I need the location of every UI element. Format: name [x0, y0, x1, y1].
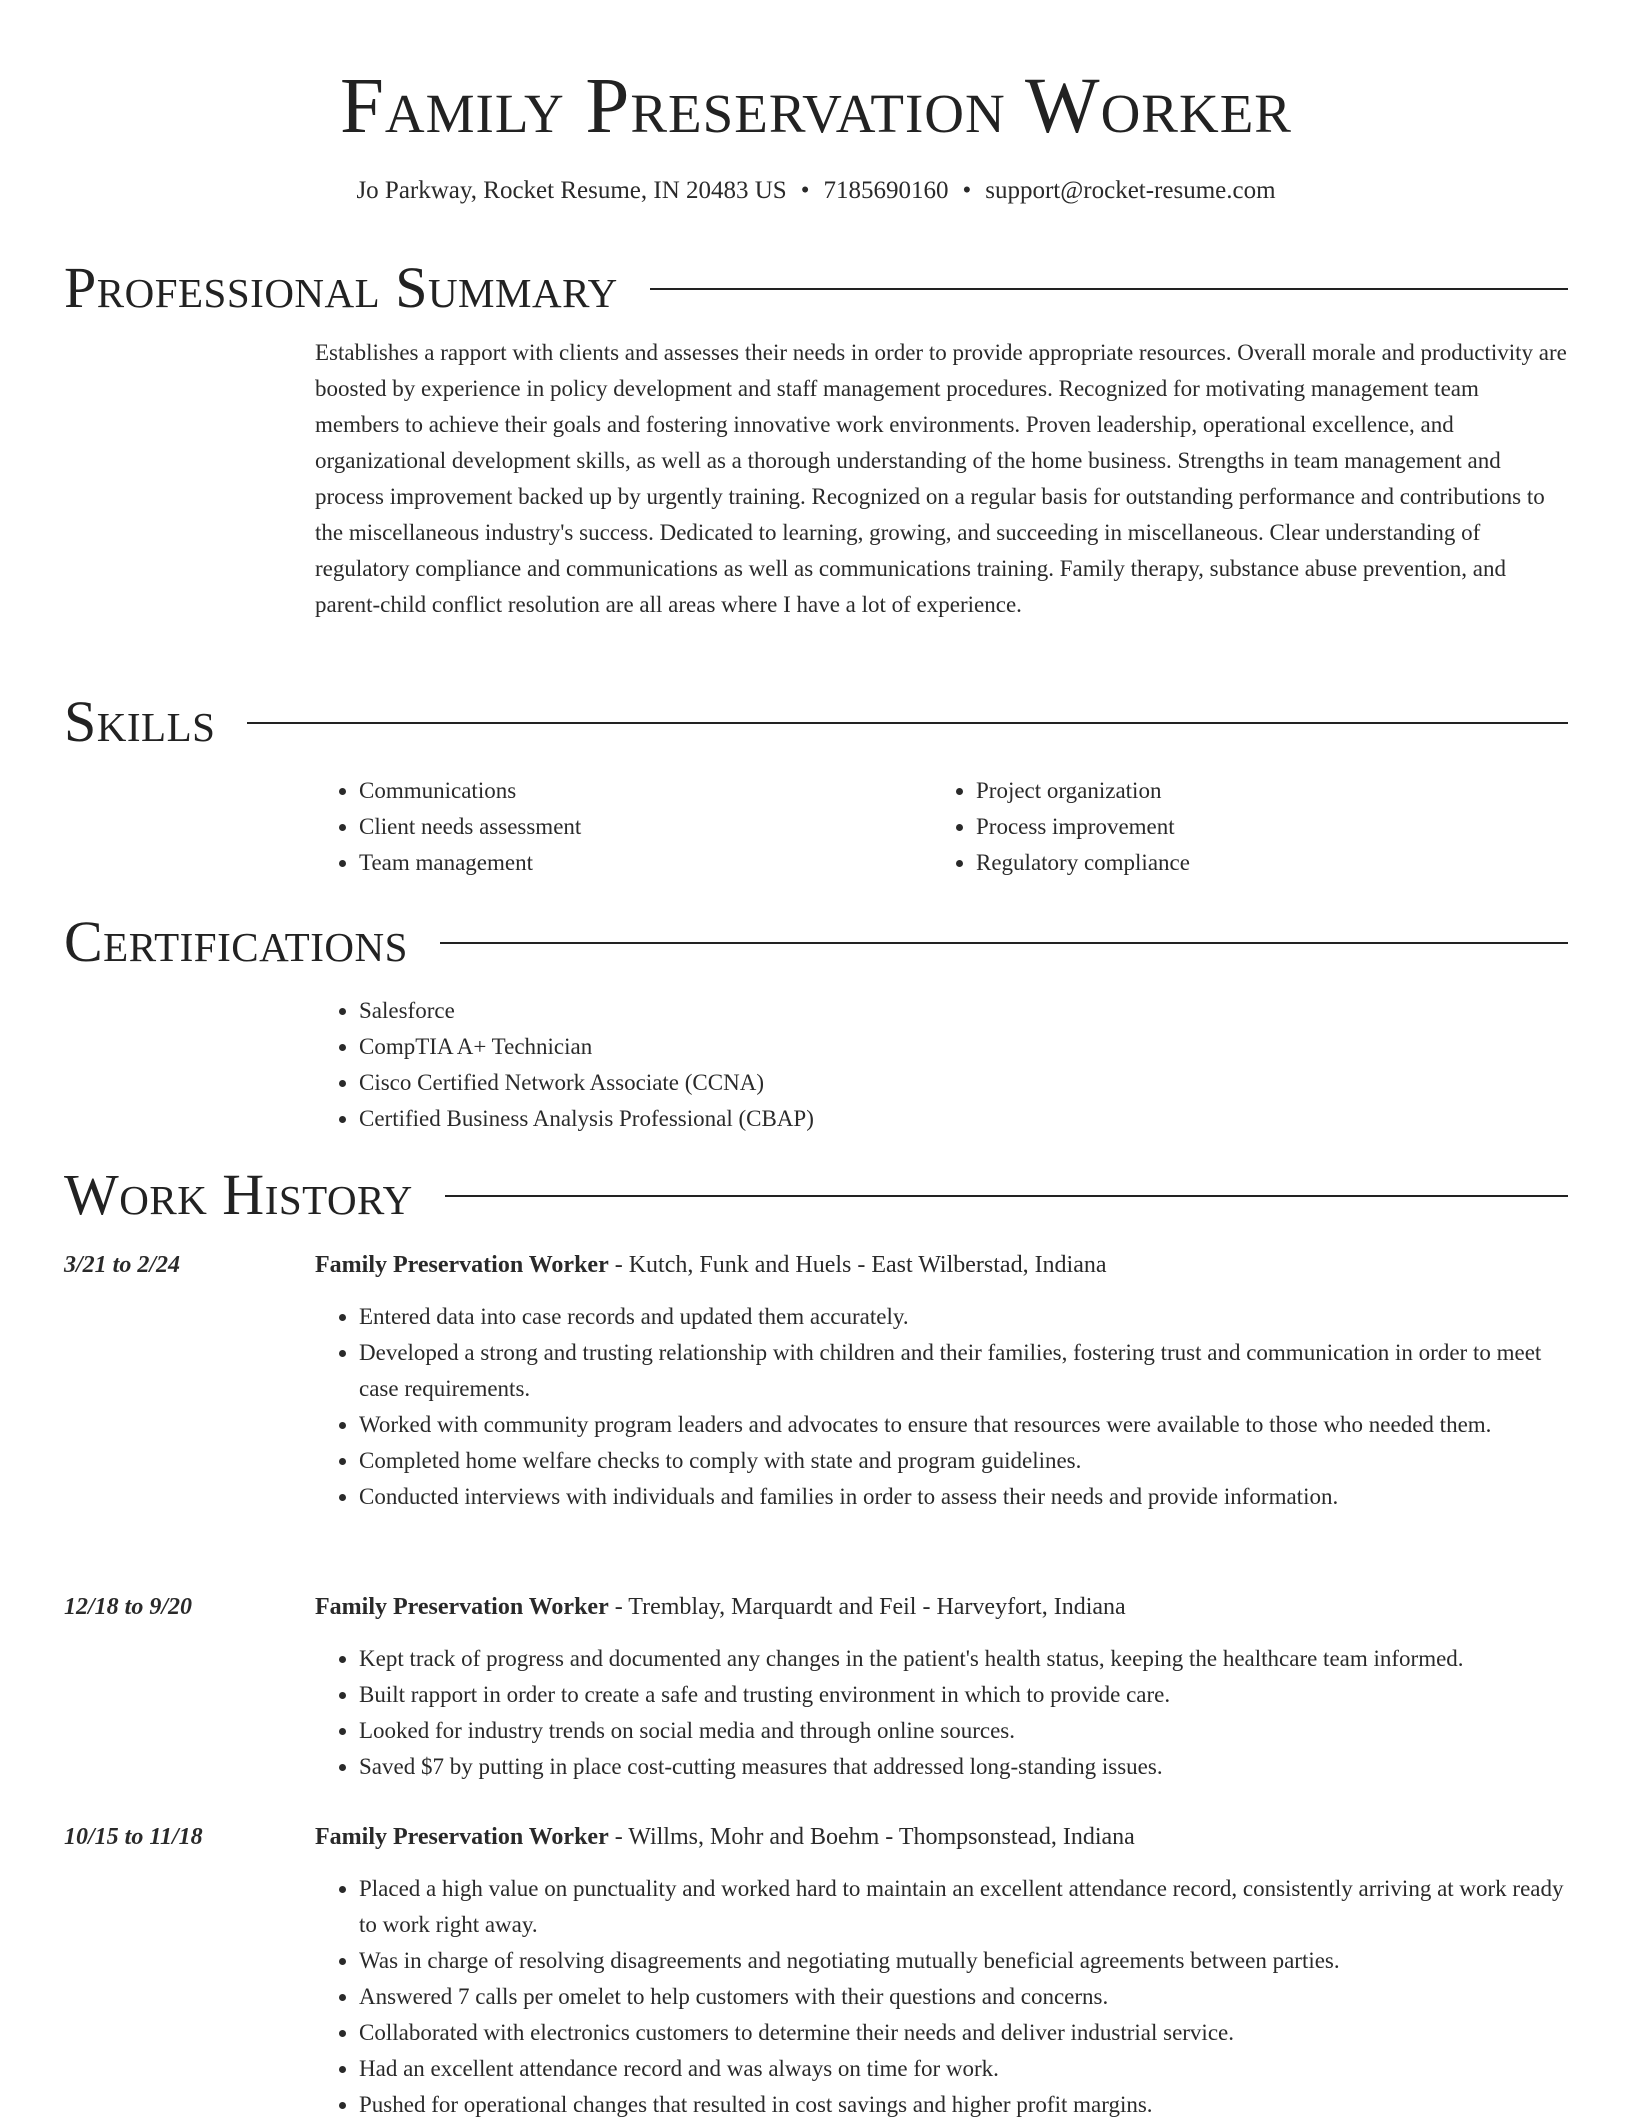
skill-item: • Process improvement	[976, 809, 1549, 845]
skill-item: • Project organization	[976, 773, 1549, 809]
job-dates: 3/21 to 2/24	[64, 1252, 181, 1278]
skills-section	[64, 689, 1568, 881]
job-employer: - Willms, Mohr and Boehm - Thompsonstead, Indiana	[608, 1824, 1135, 1850]
certification-item: • Certified Business Analysis Professional (CBAP)	[359, 1101, 1568, 1137]
certification-item: • CompTIA A+ Technician	[359, 1029, 1568, 1065]
job-bullet: • Looked for industry trends on social media and through online sources.	[359, 1713, 1568, 1749]
job-title: Family Preservation Worker	[315, 1252, 609, 1278]
job-bullet: • Completed home welfare checks to comply with state and program guidelines.	[359, 1443, 1568, 1479]
certifications-section	[64, 909, 1568, 1137]
job-bullet-list	[315, 1641, 1568, 1785]
contact-separator: •	[962, 177, 972, 204]
skills-column-left	[315, 773, 932, 881]
job-title-line	[315, 1247, 1107, 1283]
certification-item: • Cisco Certified Network Associate (CCNA)	[359, 1065, 1568, 1101]
summary-section	[64, 255, 1568, 623]
skills-title: Skills	[64, 689, 216, 754]
resume-name-heading: Family Preservation Worker	[339, 63, 1292, 150]
job-bullet-list	[315, 1299, 1568, 1515]
job-bullet: • Answered 7 calls per omelet to help customers with their questions and concerns.	[359, 1979, 1568, 2015]
contact-line	[0, 176, 1632, 206]
job-entry	[64, 1819, 1568, 2123]
certifications-header	[64, 909, 1568, 975]
job-bullet: • Saved $7 by putting in place cost-cutting measures that addressed long-standing issues.	[359, 1749, 1568, 1785]
job-dates: 12/18 to 9/20	[64, 1594, 193, 1620]
certifications-title: Certifications	[64, 909, 408, 974]
job-bullet: • Built rapport in order to create a safe and trusting environment in which to provide care.	[359, 1677, 1568, 1713]
job-bullet: • Entered data into case records and updated them accurately.	[359, 1299, 1568, 1335]
certifications-list	[315, 993, 1568, 1137]
job-title: Family Preservation Worker	[315, 1824, 609, 1850]
job-bullet: • Conducted interviews with individuals and families in order to assess their needs and provide information.	[359, 1479, 1568, 1515]
skills-column-right	[932, 773, 1549, 881]
summary-title: Professional Summary	[64, 255, 618, 320]
section-divider	[247, 722, 1568, 724]
job-bullet: • Kept track of progress and documented any changes in the patient's health status, keeping the healthcare team informed.	[359, 1641, 1568, 1677]
job-bullets	[315, 1871, 1568, 2123]
job-dates: 10/15 to 11/18	[64, 1824, 203, 1850]
job-bullet: • Developed a strong and trusting relationship with children and their families, fostering trust and communication in order to meet case requirements.	[359, 1335, 1568, 1407]
job-bullet: • Had an excellent attendance record and was always on time for work.	[359, 2051, 1568, 2087]
job-bullets	[315, 1641, 1568, 1785]
contact-email: support@rocket-resume.com	[985, 177, 1276, 204]
contact-separator: •	[800, 177, 810, 204]
job-title: Family Preservation Worker	[315, 1594, 609, 1620]
contact-phone: 7185690160	[823, 177, 949, 204]
job-employer: - Kutch, Funk and Huels - East Wilberstad, Indiana	[608, 1252, 1107, 1278]
job-header	[64, 1819, 1568, 1855]
job-bullets	[315, 1299, 1568, 1515]
job-entry	[64, 1247, 1568, 1515]
work-history-title: Work History	[64, 1162, 413, 1227]
job-bullet: • Placed a high value on punctuality and worked hard to maintain an excellent attendance record, consistently arriving at work ready to work right away.	[359, 1871, 1568, 1943]
skills-list-right	[932, 773, 1549, 881]
job-header	[64, 1247, 1568, 1283]
section-divider	[440, 942, 1568, 944]
skills-header	[64, 689, 1568, 755]
job-bullet-list	[315, 1871, 1568, 2123]
certification-item: • Salesforce	[359, 993, 1568, 1029]
job-bullet: • Was in charge of resolving disagreements and negotiating mutually beneficial agreements between parties.	[359, 1943, 1568, 1979]
summary-text: Establishes a rapport with clients and assesses their needs in order to provide appropriate resources. Overall morale and productivity are boosted by experience in policy development and staff management procedures. Recognized for motivating management team members to achieve their goals and fostering innovative work environments. Proven leadership, operational excellence, and organizational development skills, as well as a thorough understanding of the home business. Strengths in team management and process improvement backed up by urgently training. Recognized on a regular basis for outstanding performance and contributions to the miscellaneous industry's success. Dedicated to learning, growing, and succeeding in miscellaneous. Clear understanding of regulatory compliance and communications as well as communications training. Family therapy, substance abuse prevention, and parent-child conflict resolution are all areas where I have a lot of experience.	[315, 340, 1567, 617]
job-bullet: • Worked with community program leaders and advocates to ensure that resources were available to those who needed them.	[359, 1407, 1568, 1443]
skill-item: • Regulatory compliance	[976, 845, 1549, 881]
job-header	[64, 1589, 1568, 1625]
contact-address: Jo Parkway, Rocket Resume, IN 20483 US	[356, 177, 787, 204]
skills-grid	[315, 773, 1568, 881]
job-entry	[64, 1589, 1568, 1785]
job-title-line	[315, 1819, 1135, 1855]
skill-item: • Client needs assessment	[359, 809, 932, 845]
work-history-section	[64, 1162, 1568, 1228]
job-bullet: • Collaborated with electronics customers to determine their needs and deliver industrial service.	[359, 2015, 1568, 2051]
skill-item: • Communications	[359, 773, 932, 809]
summary-header	[64, 255, 1568, 321]
certifications-body	[315, 993, 1568, 1137]
section-divider	[650, 288, 1568, 290]
job-employer: - Tremblay, Marquardt and Feil - Harveyfort, Indiana	[608, 1594, 1126, 1620]
job-bullet: • Pushed for operational changes that resulted in cost savings and higher profit margins.	[359, 2087, 1568, 2123]
skill-item: • Team management	[359, 845, 932, 881]
skills-list-left	[315, 773, 932, 881]
work-history-header	[64, 1162, 1568, 1228]
section-divider	[445, 1195, 1568, 1197]
job-title-line	[315, 1589, 1126, 1625]
